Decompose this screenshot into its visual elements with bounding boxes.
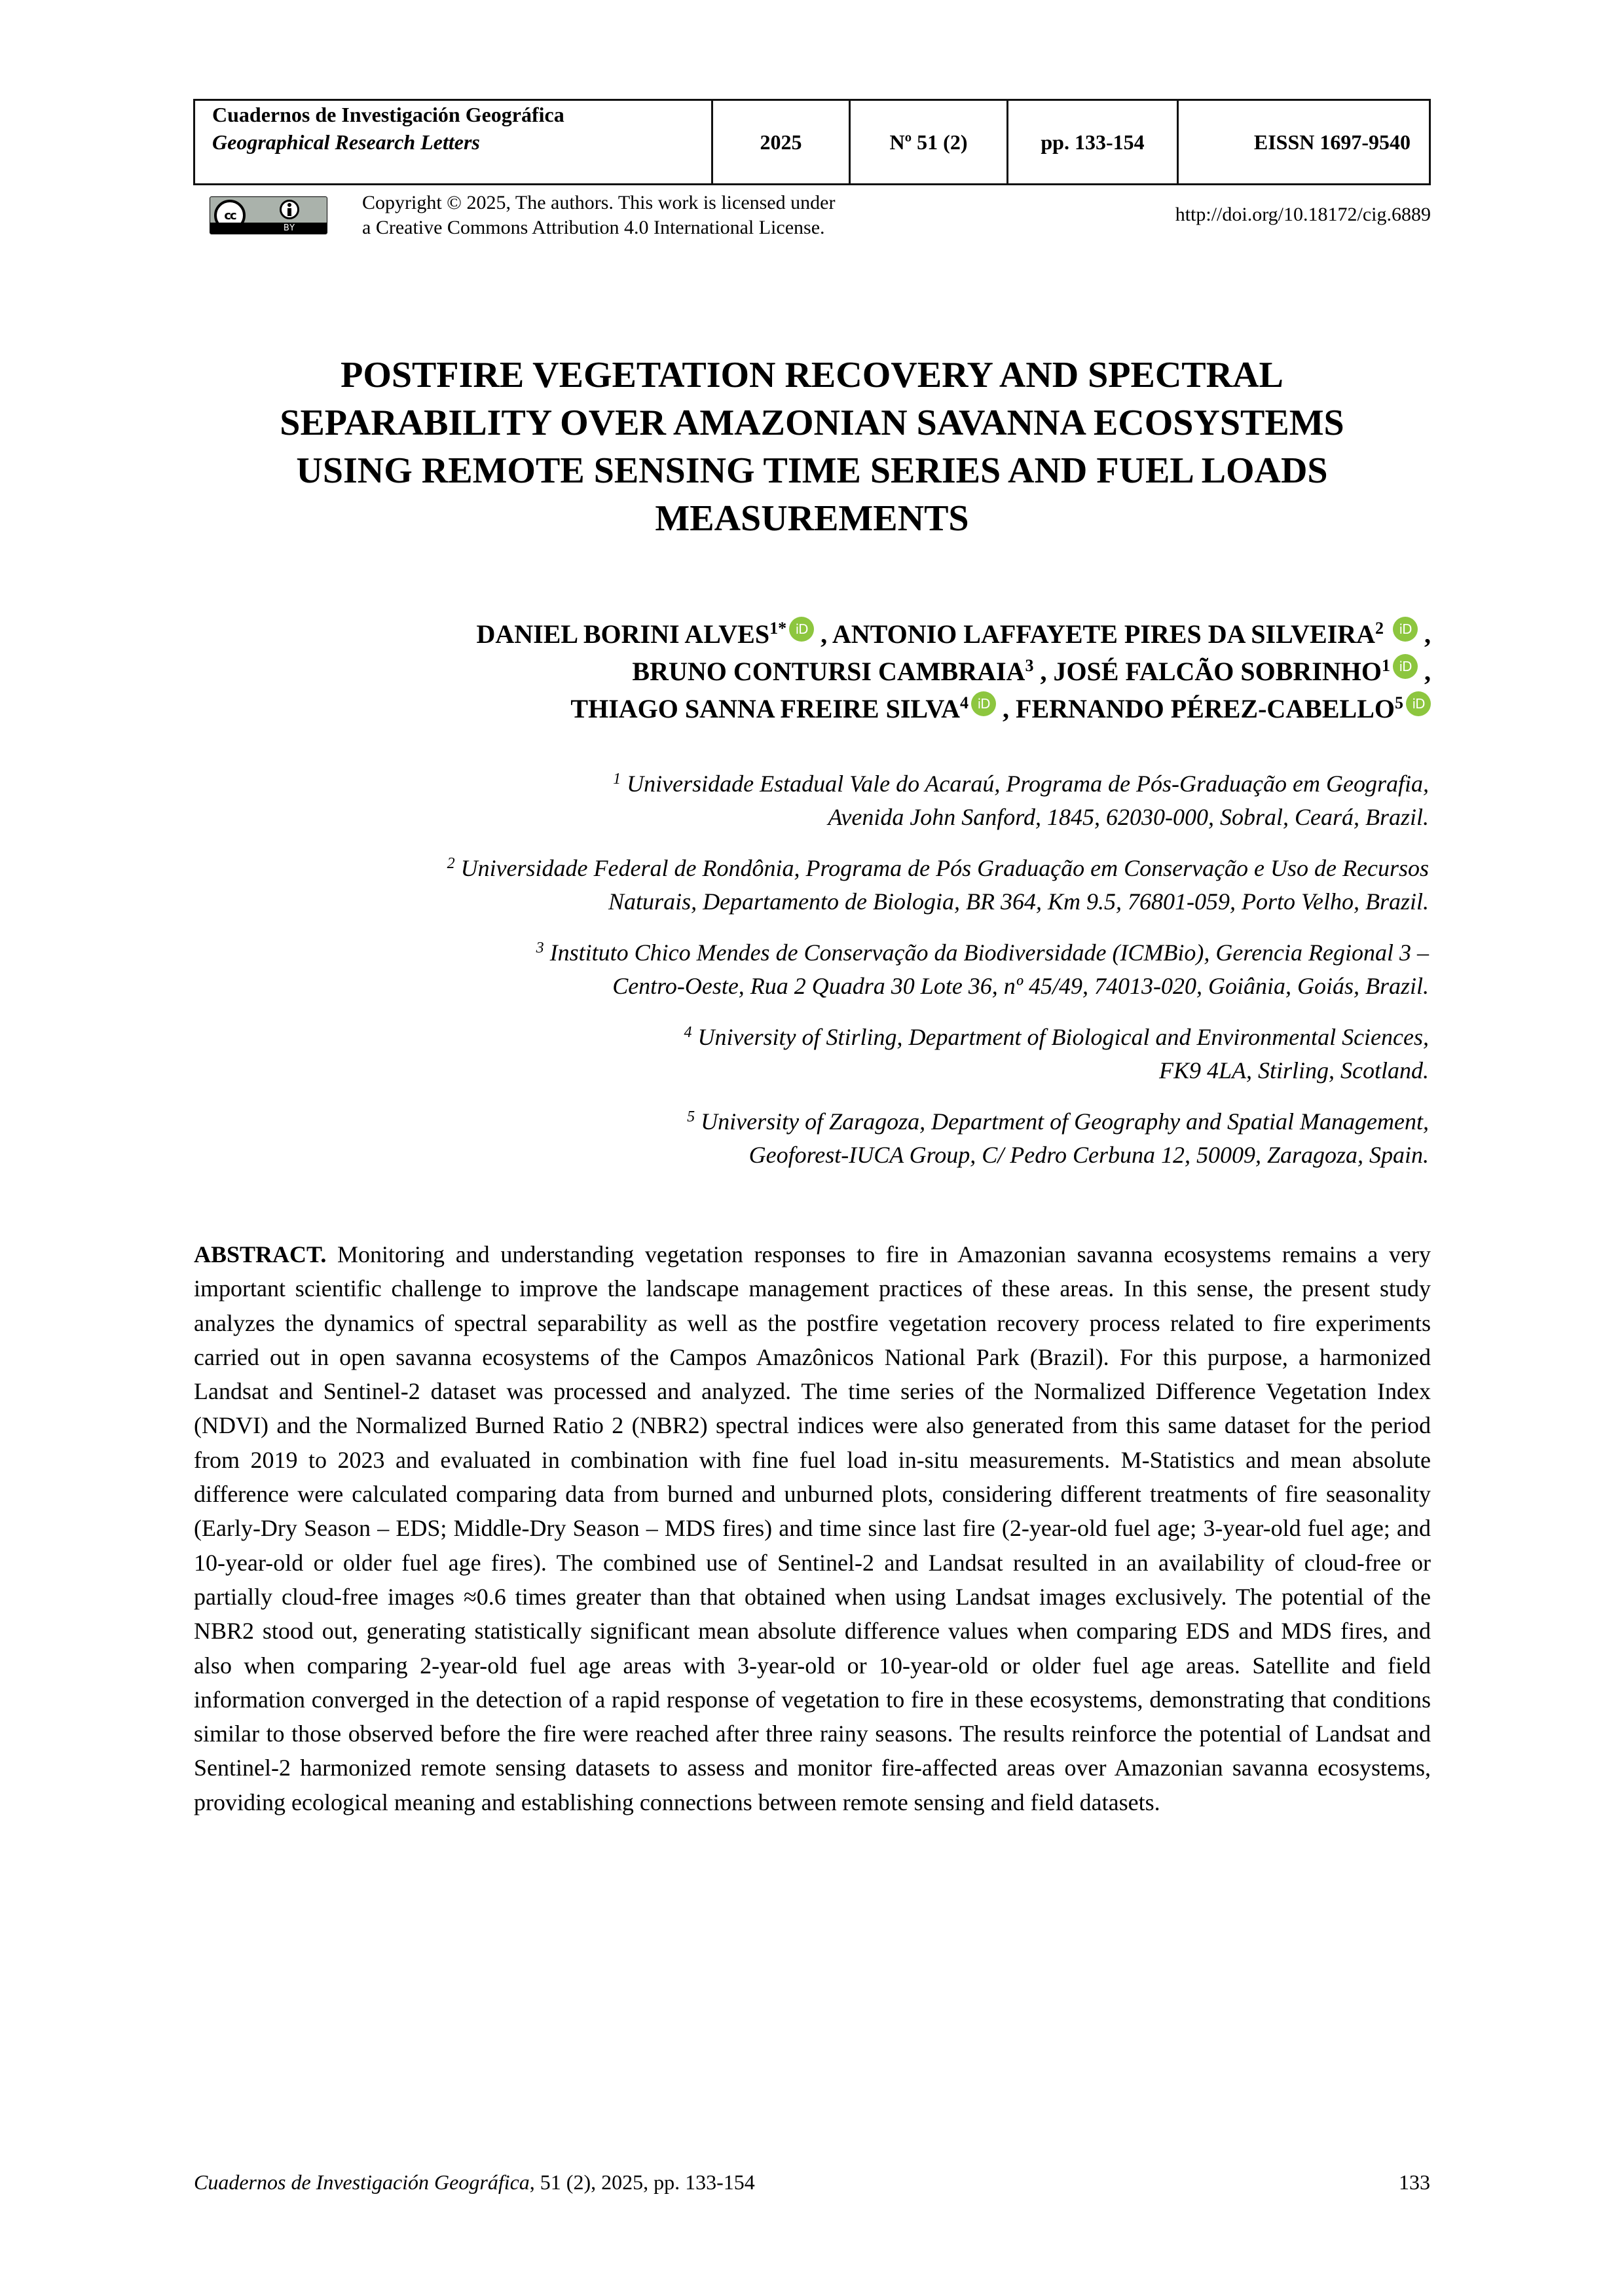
- paper-title: [193, 352, 1431, 543]
- affiliation-line: University of Stirling, Department of Biological and Environmental Sciences,: [697, 1024, 1429, 1050]
- author-name: BRUNO CONTURSI CAMBRAIA: [632, 657, 1025, 686]
- affiliation-item: [185, 767, 1429, 834]
- author-line: [477, 690, 1431, 727]
- journal-issue: Nº 51 (2): [851, 101, 1008, 183]
- abstract-label: ABSTRACT.: [194, 1241, 327, 1267]
- journal-name: Cuadernos de Investigación Geográfica: [212, 103, 564, 126]
- title-line: SEPARABILITY OVER AMAZONIAN SAVANNA ECOSYSTEMS: [280, 403, 1344, 443]
- affiliation-line: Geoforest-IUCA Group, C/ Pedro Cerbuna 12, 50009, Zaragoza, Spain.: [748, 1142, 1429, 1168]
- affiliation-item: [185, 1105, 1429, 1172]
- doi-link[interactable]: http://doi.org/10.18172/cig.6889: [1175, 204, 1431, 225]
- journal-pages: pp. 133-154: [1008, 101, 1179, 183]
- affiliation-line: Naturais, Departamento de Biologia, BR 364, Km 9.5, 76801-059, Porto Velho, Brazil.: [608, 888, 1429, 915]
- author-separator: ,: [1424, 619, 1431, 649]
- title-line: MEASUREMENTS: [655, 498, 969, 539]
- author-line: [477, 615, 1431, 653]
- affiliation-number: 4: [684, 1024, 692, 1041]
- author-separator: ,: [1033, 657, 1054, 686]
- affiliation-item: [185, 852, 1429, 919]
- author-name: JOSÉ FALCÃO SOBRINHO: [1053, 657, 1382, 686]
- title-line: USING REMOTE SENSING TIME SERIES AND FUEL LOADS: [296, 450, 1328, 491]
- copyright-line-1: Copyright © 2025, The authors. This work is licensed under: [362, 192, 836, 213]
- orcid-icon[interactable]: iD: [1393, 654, 1418, 679]
- author-affiliation-mark: 1*: [769, 619, 787, 638]
- affiliation-number: 5: [687, 1108, 695, 1125]
- author-affiliation-mark: 2: [1375, 619, 1384, 638]
- journal-name-cell: [195, 101, 713, 183]
- author-list: [477, 615, 1431, 727]
- badge-bar: [210, 223, 327, 234]
- footer-journal: Cuadernos de Investigación Geográfica: [194, 2170, 530, 2194]
- author-line: [477, 653, 1431, 690]
- affiliation-line: FK9 4LA, Stirling, Scotland.: [1158, 1057, 1429, 1084]
- attribution-person-icon: [280, 200, 299, 219]
- journal-subtitle: Geographical Research Letters: [212, 130, 480, 154]
- author-affiliation-mark: 1: [1382, 656, 1390, 675]
- author-name: ANTONIO LAFFAYETE PIRES DA SILVEIRA: [832, 619, 1375, 649]
- author-name: THIAGO SANNA FREIRE SILVA: [570, 694, 961, 723]
- footer-citation-details: , 51 (2), 2025, pp. 133-154: [529, 2170, 755, 2194]
- affiliation-line: University of Zaragoza, Department of Geography and Spatial Management,: [701, 1108, 1429, 1135]
- orcid-icon[interactable]: iD: [1393, 617, 1418, 642]
- journal-header-box: [193, 99, 1431, 185]
- affiliation-number: 2: [447, 855, 455, 872]
- creative-commons-by-icon[interactable]: [210, 196, 327, 234]
- author-name: FERNANDO PÉREZ-CABELLO: [1016, 694, 1395, 723]
- author-affiliation-mark: 3: [1025, 656, 1034, 675]
- affiliation-line: Universidade Federal de Rondônia, Programa de Pós Graduação em Conservação e Uso de Recursos: [460, 855, 1429, 881]
- affiliation-number: 3: [536, 939, 544, 957]
- author-affiliation-mark: 5: [1395, 693, 1403, 712]
- affiliation-item: [185, 1021, 1429, 1087]
- affiliation-list: [185, 767, 1429, 1190]
- author-separator: ,: [1424, 657, 1431, 686]
- journal-issn: EISSN 1697-9540: [1253, 130, 1411, 154]
- orcid-icon[interactable]: iD: [789, 617, 814, 642]
- copyright-notice: [362, 191, 835, 240]
- affiliation-line: Avenida John Sanford, 1845, 62030-000, Sobral, Ceará, Brazil.: [828, 804, 1429, 830]
- abstract: [194, 1237, 1431, 1819]
- affiliation-item: [185, 936, 1429, 1003]
- orcid-icon[interactable]: iD: [1406, 691, 1431, 716]
- cc-icon: cc: [214, 200, 246, 231]
- orcid-icon[interactable]: iD: [971, 691, 996, 716]
- author-name: DANIEL BORINI ALVES: [476, 619, 770, 649]
- abstract-text: Monitoring and understanding vegetation responses to fire in Amazonian savanna ecosystems remains a very important scientific challenge to improve the landscape management practices of these areas. In this sense, the present study analyzes the dynamics of spectral separability as well as the postfire vegetation recovery process related to fire experiments carried out in open savanna ecosystems of the Campos Amazônicos National Park (Brazil). For this purpose, a harmonized Landsat and Sentinel-2 dataset was processed and analyzed. The time series of the Normalized Difference Vegetation Index (NDVI) and the Normalized Burned Ratio 2 (NBR2) spectral indices were also generated from this same dataset for the period from 2019 to 2023 and evaluated in combination with fine fuel load in-situ measurements. M-Statistics and mean absolute difference were calculated comparing data from burned and unburned plots, considering different treatments of fire seasonality (Early-Dry Season – EDS; Middle-Dry Season – MDS fires) and time since last fire (2-year-old fuel age; 3-year-old fuel age; and 10-year-old or older fuel age fires). The combined use of Sentinel-2 and Landsat resulted in an availability of cloud-free or partially cloud-free images ≈0.6 times greater than that obtained when using Landsat images exclusively. The potential of the NBR2 stood out, generating statistically significant mean absolute difference values when comparing EDS and MDS fires, and also when comparing 2-year-old fuel age areas with 3-year-old or 10-year-old or older fuel age areas. Satellite and field information converged in the detection of a rapid response of vegetation to fire in these ecosystems, demonstrating that conditions similar to those observed before the fire were reached after three rainy seasons. The results reinforce the potential of Landsat and Sentinel-2 harmonized remote sensing datasets to assess and monitor fire-affected areas over Amazonian savanna ecosystems, providing ecological meaning and establishing connections between remote sensing and field datasets.: [194, 1241, 1431, 1815]
- affiliation-line: Instituto Chico Mendes de Conservação da Biodiversidade (ICMBio), Gerencia Regional 3 –: [549, 939, 1429, 966]
- page-footer: [194, 2169, 1430, 2195]
- author-affiliation-mark: 4: [960, 693, 969, 712]
- badge-by-label: BY: [283, 223, 296, 233]
- affiliation-number: 1: [613, 771, 621, 788]
- title-line: POSTFIRE VEGETATION RECOVERY AND SPECTRAL: [341, 355, 1283, 395]
- affiliation-line: Centro-Oeste, Rua 2 Quadra 30 Lote 36, nº 45/49, 74013-020, Goiânia, Goiás, Brazil.: [612, 973, 1429, 999]
- copyright-line-2: a Creative Commons Attribution 4.0 International License.: [362, 217, 825, 238]
- author-separator: ,: [814, 619, 832, 649]
- footer-citation: [194, 2169, 755, 2195]
- affiliation-line: Universidade Estadual Vale do Acaraú, Programa de Pós-Graduação em Geografia,: [627, 771, 1429, 797]
- author-separator: ,: [996, 694, 1016, 723]
- journal-year: 2025: [713, 101, 851, 183]
- page-number: 133: [1399, 2170, 1430, 2194]
